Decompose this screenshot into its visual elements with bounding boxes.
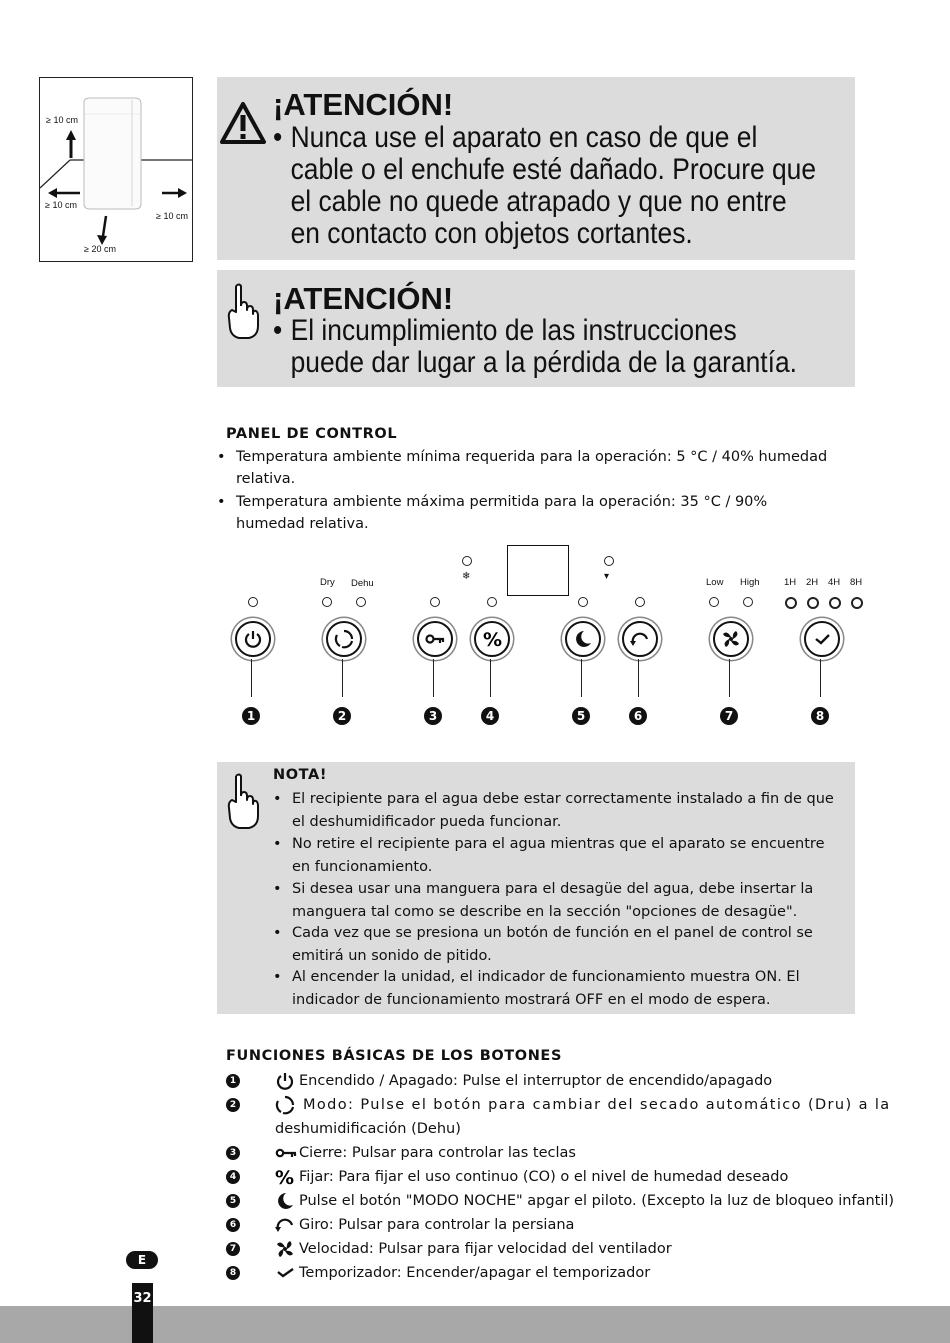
callout-number-5: 5 [572,707,590,725]
timer-8h-led [851,597,863,609]
power-button[interactable] [235,621,271,657]
power-icon [243,629,263,649]
defrost-led [462,556,472,566]
timer-check-icon [275,1263,295,1283]
display-screen [507,545,569,596]
humidity-led [487,597,497,607]
function-text: Pulse el botón "MODO NOCHE" apgar el piloto. (Excepto la luz de bloqueo infantil) [299,1193,895,1209]
warning1-title: ¡ATENCIÓN! [273,87,454,122]
dehumidifier-illustration [40,78,192,261]
function-text: Cierre: Pulsar para controlar las teclas [299,1145,576,1161]
timer-4h-label: 4H [828,577,841,588]
note-item: • Al encender la unidad, el indicador de funcionamiento muestra ON. El indicador de funcionamiento mostrará OFF en el modo de espera. [273,969,800,1008]
timer-check-icon [812,629,832,649]
note-item: • Si desea usar una manguera para el desagüe del agua, debe insertar la manguera tal como se describe en la sección "opciones de desagüe". [273,881,814,920]
dehu-led [356,597,366,607]
mode-button[interactable] [326,621,362,657]
callout-line [820,659,821,697]
timer-button[interactable] [804,621,840,657]
function-text: Giro: Pulsar para controlar la persiana [299,1217,575,1233]
warning-box-damage [217,77,855,260]
clearance-top-label: ≥ 10 cm [46,115,78,125]
callout-number-7: 7 [720,707,738,725]
timer-2h-label: 2H [806,577,819,588]
function-text: Encendido / Apagado: Pulse el interruptor de encendido/apagado [299,1073,773,1089]
callout-line [490,659,491,697]
clearance-bottom-label: ≥ 20 cm [84,244,116,254]
tank-full-led [604,556,614,566]
percent-icon [275,1167,295,1187]
function-number: 3 [226,1146,240,1160]
callout-number-3: 3 [424,707,442,725]
warning-box-warranty [217,270,855,387]
callout-line [581,659,582,697]
night-led [578,597,588,607]
svg-text:%: % [275,1167,295,1187]
function-text: Fijar: Para fijar el uso continuo (CO) o el nivel de humedad deseado [299,1169,789,1185]
low-led [709,597,719,607]
function-number: 5 [226,1194,240,1208]
note-item: • No retire el recipiente para el agua mientras que el aparato se encuentre en funcionamiento. [273,836,825,875]
timer-2h-led [807,597,819,609]
function-number: 1 [226,1074,240,1088]
timer-4h-led [829,597,841,609]
swing-button[interactable] [622,621,658,657]
humidity-set-button[interactable] [474,621,510,657]
high-label: High [740,577,760,588]
key-icon [275,1143,297,1163]
function-text: Modo: Pulse el botón para cambiar del secado automático (Dru) a la [303,1097,891,1113]
low-label: Low [706,577,724,588]
panel-section-title: PANEL DE CONTROL [226,426,398,442]
clearance-diagram [39,77,193,262]
defrost-icon: ❄ [462,571,471,582]
function-text: Velocidad: Pulsar para fijar velocidad del ventilador [299,1241,672,1257]
function-number: 4 [226,1170,240,1184]
page-number: 32 [133,1291,152,1306]
moon-icon [275,1191,295,1211]
language-badge: E [126,1251,158,1269]
fan-icon [721,629,741,649]
swing-led [635,597,645,607]
power-led [248,597,258,607]
requirement-max-temp: • Temperatura ambiente máxima permitida para la operación: 35 °C / 90% humedad relativa. [217,494,768,532]
swing-icon [275,1215,295,1235]
high-led [743,597,753,607]
note-box [217,762,855,1014]
power-icon [275,1071,295,1091]
requirement-min-temp: • Temperatura ambiente mínima requerida para la operación: 5 °C / 40% humedad relativa. [217,449,828,487]
warning2-title: ¡ATENCIÓN! [273,281,454,316]
timer-1h-label: 1H [784,577,797,588]
function-number: 8 [226,1266,240,1280]
pointing-hand-icon [223,282,259,342]
mode-icon [275,1095,295,1115]
note-item: • Cada vez que se presiona un botón de función en el panel de control se emitirá un sonido de pitido. [273,925,813,964]
function-number: 2 [226,1098,240,1112]
callout-number-4: 4 [481,707,499,725]
warning2-text: • El incumplimiento de las instrucciones puede dar lugar a la pérdida de la garantía. [273,314,797,379]
tank-full-icon: ▾ [604,571,610,582]
dry-label: Dry [320,577,335,588]
callout-line [251,659,252,697]
clearance-left-label: ≥ 10 cm [45,200,77,210]
function-text: Temporizador: Encender/apagar el temporizador [299,1265,651,1281]
function-text-continued: deshumidificación (Dehu) [275,1121,461,1137]
function-row-mode [226,1094,891,1138]
callout-number-6: 6 [629,707,647,725]
callout-number-2: 2 [333,707,351,725]
control-panel-diagram [0,540,950,740]
night-mode-button[interactable] [565,621,601,657]
callout-line [342,659,343,697]
timer-1h-led [785,597,797,609]
warning-triangle-icon [219,101,267,145]
swing-icon [630,629,650,649]
percent-icon [482,629,502,649]
functions-title: FUNCIONES BÁSICAS DE LOS BOTONES [226,1048,562,1064]
timer-8h-label: 8H [850,577,863,588]
callout-line [729,659,730,697]
function-number: 7 [226,1242,240,1256]
lock-led [430,597,440,607]
mode-icon [334,629,354,649]
fan-icon [275,1239,295,1259]
fan-speed-button[interactable] [713,621,749,657]
dry-led [322,597,332,607]
key-icon [425,629,445,649]
lock-button[interactable] [417,621,453,657]
svg-text:%: % [483,629,502,649]
callout-number-8: 8 [811,707,829,725]
clearance-right-label: ≥ 10 cm [156,211,188,221]
note-title: NOTA! [273,767,328,783]
warning1-text: • Nunca use el aparato en caso de que el cable o el enchufe esté dañado. Procure que el cable no quede atrapado y que no entre en contacto con objetos cortantes. [273,121,817,250]
note-item: • El recipiente para el agua debe estar correctamente instalado a fin de que el deshumidificador pueda funcionar. [273,791,834,830]
function-number: 6 [226,1218,240,1232]
moon-icon [573,629,593,649]
callout-number-1: 1 [242,707,260,725]
callout-line [433,659,434,697]
callout-line [638,659,639,697]
dehu-label: Dehu [351,578,374,589]
pointing-hand-icon [223,772,259,832]
